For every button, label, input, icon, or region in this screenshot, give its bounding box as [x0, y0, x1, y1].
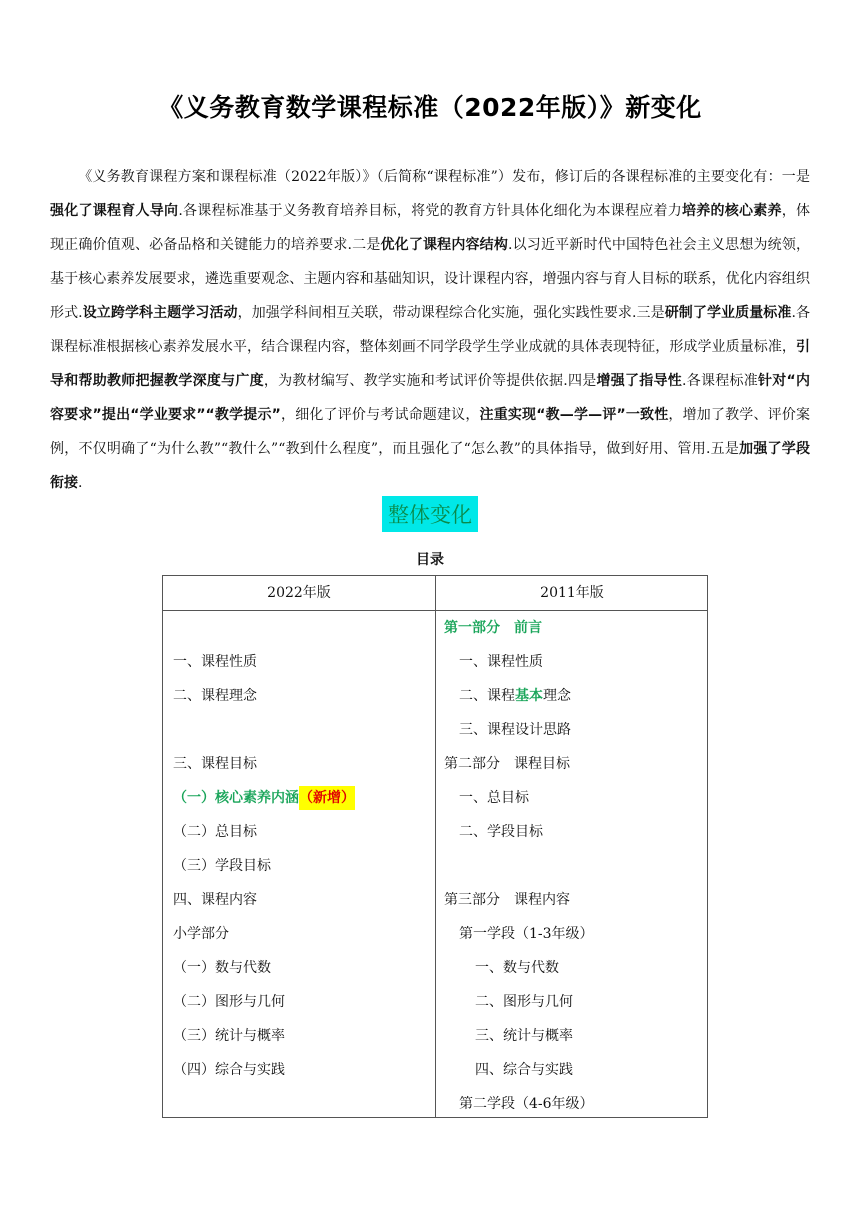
left-item-course-content: 四、课程内容 — [173, 892, 257, 908]
intro-text-segment: .以习近平新时代中国特色社会主义思想为统领，基于核心素养发展要求，遴选重要观念、主题内容和基础知识，设计课程内容，增强内容与育人目标的联系，优化内容组织形式. — [50, 237, 811, 321]
intro-bold-segment: 设立跨学科主题学习活动 — [82, 305, 238, 321]
header-2022: 2022年版 — [163, 576, 435, 611]
right-item-number-algebra: 一、数与代数 — [475, 960, 559, 976]
basic-philosophy-suffix: 理念 — [543, 688, 571, 704]
left-item-course-nature: 一、课程性质 — [173, 654, 257, 670]
left-item-statistics: （三）统计与概率 — [173, 1028, 285, 1044]
intro-text-segment: . — [78, 475, 83, 491]
right-item-stage-goal: 二、学段目标 — [459, 824, 543, 840]
header-2011: 2011年版 — [436, 576, 708, 611]
left-item-practice: （四）综合与实践 — [173, 1062, 285, 1078]
toc-label: 目录 — [416, 552, 444, 568]
intro-text-segment: .各课程标准根据核心素养发展水平，结合课程内容，整体刻画不同学段学生学业成就的具体表现特征，形成学业质量标准， — [50, 305, 811, 355]
intro-bold-segment: 引导和帮助教师把握教学深度与广度 — [50, 339, 810, 389]
right-item-practice: 四、综合与实践 — [475, 1062, 573, 1078]
left-item-stage-goal: （三）学段目标 — [173, 858, 271, 874]
intro-text-segment: .各课程标准基于义务教育培养目标，将党的教育方针具体化细化为本课程应着力 — [178, 203, 682, 219]
intro-bold-segment: 加强了学段衔接 — [50, 441, 810, 491]
right-item-part2-goals: 第二部分 课程目标 — [444, 756, 570, 772]
new-added-tag: （新增） — [299, 786, 355, 810]
overall-change-label: 整体变化 — [382, 496, 478, 532]
right-item-geometry: 二、图形与几何 — [475, 994, 573, 1010]
left-item-number-algebra: （一）数与代数 — [173, 960, 271, 976]
right-item-general-goal: 一、总目标 — [459, 790, 529, 806]
intro-text-segment: ，为教材编写、教学实施和考试评价等提供依据.四是 — [263, 373, 597, 389]
core-literacy-label: （一）核心素养内涵 — [173, 790, 299, 806]
right-item-stage2: 第二学段（4-6年级） — [459, 1096, 594, 1112]
basic-philosophy-prefix: 二、课程 — [459, 688, 515, 704]
intro-bold-segment: 培养的核心素养 — [681, 203, 782, 219]
intro-text-segment: ，加强学科间相互关联，带动课程综合化实施，强化实践性要求.三是 — [237, 305, 665, 321]
intro-text-segment: ，增加了教学、评价案例，不仅明确了“为什么教”“教什么”“教到什么程度”，而且强化了“怎么教”的具体指导，做到好用、管用.五是 — [50, 407, 811, 457]
right-item-basic-philosophy — [459, 686, 571, 706]
intro-text-segment: ，细化了评价与考试命题建议， — [280, 407, 480, 423]
right-item-part3-content: 第三部分 课程内容 — [444, 892, 570, 908]
intro-bold-segment: 研制了学业质量标准 — [664, 305, 792, 321]
right-item-stage1: 第一学段（1-3年级） — [459, 926, 594, 942]
left-item-core-literacy — [173, 788, 355, 808]
right-item-course-nature: 一、课程性质 — [459, 654, 543, 670]
intro-bold-segment: 注重实现“教—学—评”一致性 — [479, 407, 669, 423]
intro-bold-segment: 优化了课程内容结构 — [380, 237, 509, 253]
intro-bold-segment: 强化了课程育人导向 — [50, 203, 179, 219]
document-title: 《义务教育数学课程标准（2022年版）》新变化 — [158, 93, 702, 122]
intro-bold-segment: 针对“内容要求”提出“学业要求”“教学提示” — [50, 373, 811, 423]
intro-text-segment: .各课程标准 — [682, 373, 759, 389]
left-item-primary-section: 小学部分 — [173, 926, 229, 942]
intro-paragraph — [50, 160, 810, 500]
toc-comparison-table — [162, 575, 708, 1118]
basic-philosophy-highlight: 基本 — [515, 688, 543, 704]
left-item-general-goal: （二）总目标 — [173, 824, 257, 840]
right-item-part1-preface: 第一部分 前言 — [444, 620, 542, 636]
intro-text-segment: 《义务教育课程方案和课程标准（2022年版）》（后简称“课程标准”）发布，修订后的各课程标准的主要变化有：一是 — [78, 169, 810, 185]
overall-change-heading — [0, 496, 860, 532]
left-item-course-goals: 三、课程目标 — [173, 756, 257, 772]
right-item-statistics: 三、统计与概率 — [475, 1028, 573, 1044]
left-item-geometry: （二）图形与几何 — [173, 994, 285, 1010]
table-column-divider — [435, 576, 436, 1117]
intro-text-segment: ，体现正确价值观、必备品格和关键能力的培养要求.二是 — [50, 203, 811, 253]
left-item-course-philosophy: 二、课程理念 — [173, 688, 257, 704]
right-item-design-idea: 三、课程设计思路 — [459, 722, 571, 738]
intro-bold-segment: 增强了指导性 — [596, 373, 683, 389]
